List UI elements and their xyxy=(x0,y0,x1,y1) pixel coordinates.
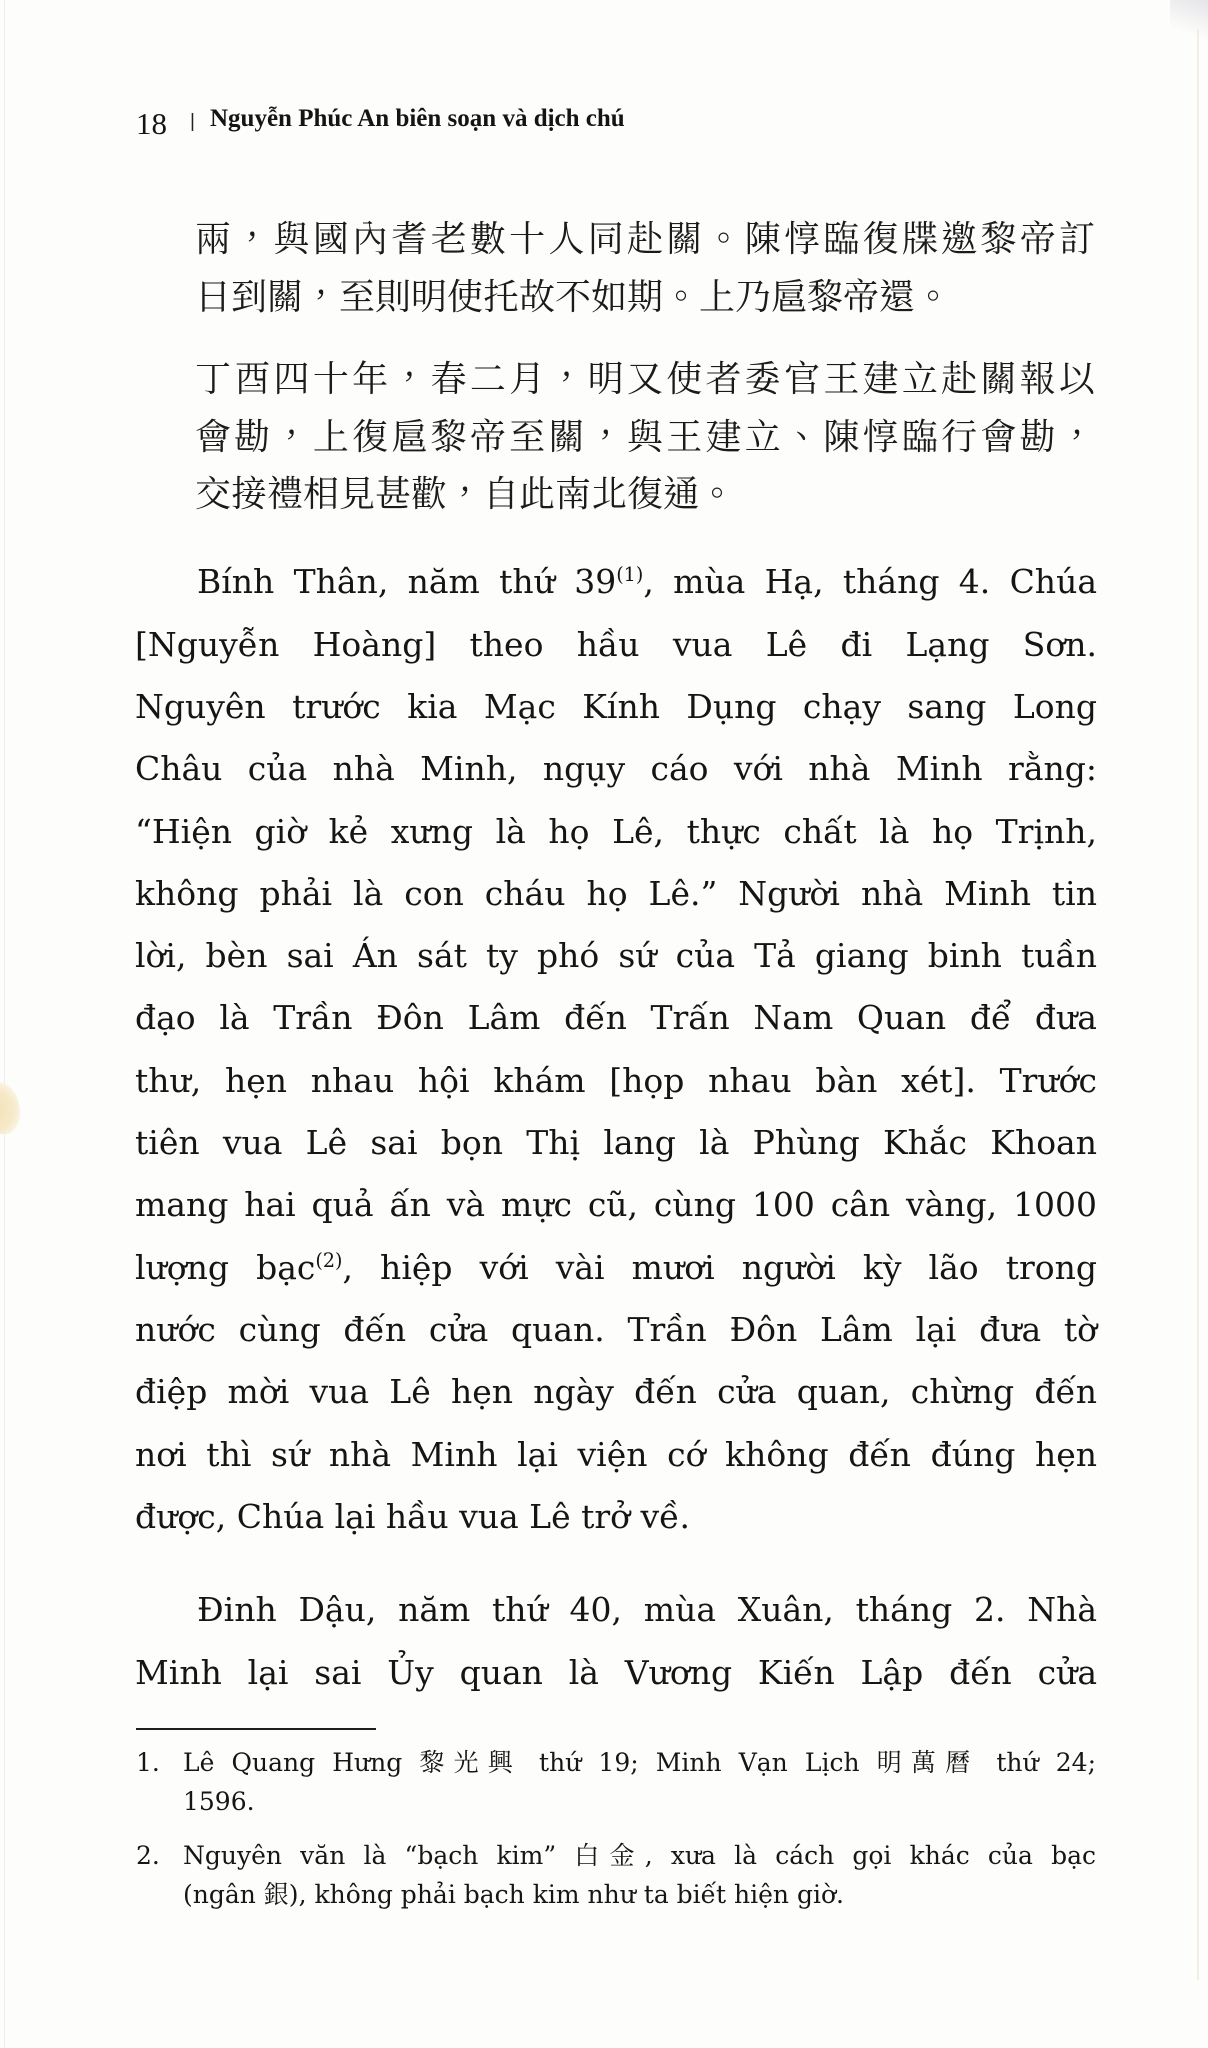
header-separator: | xyxy=(190,111,195,132)
chinese-line: 日到關，至則明使托故不如期。上乃扈黎帝還。 xyxy=(195,276,952,318)
page-number: 18 xyxy=(136,106,167,141)
footnote-text xyxy=(183,1836,1096,1914)
footnote-line: 1596. xyxy=(183,1786,255,1816)
page-stain xyxy=(0,1082,20,1134)
text-line: tiên vua Lê sai bọn Thị lang là Phùng Khắc Khoan xyxy=(135,1123,1097,1163)
footnote xyxy=(136,1743,1096,1821)
text-line xyxy=(135,551,1097,613)
chinese-line: 兩，與國內耆老數十人同赴關。陳惇臨復牒邀黎帝訂 xyxy=(195,219,1095,260)
page-edge-left xyxy=(4,0,5,2048)
chinese-line: 丁酉四十年，春二月，明又使者委官王建立赴關報以 xyxy=(195,359,1095,400)
footnote-line: Lê Quang Hưng 黎光興 thứ 19; Minh Vạn Lịch 明萬曆 thứ 24; xyxy=(183,1747,1096,1777)
footnote-line: (ngân 銀), không phải bạch kim như ta biết hiện giờ. xyxy=(183,1879,844,1909)
chinese-paragraph xyxy=(195,211,1095,326)
chinese-line: 會勘，上復扈黎帝至關，與王建立、陳惇臨行會勘， xyxy=(195,416,1095,458)
chinese-line: 交接禮相見甚歡，自此南北復通。 xyxy=(195,474,736,515)
running-head: Nguyễn Phúc An biên soạn và dịch chú xyxy=(210,105,625,132)
footnote-ref: (2) xyxy=(315,1248,343,1272)
text-segment: , mùa Hạ, tháng 4. Chúa xyxy=(643,562,1097,602)
text-line: [Nguyễn Hoàng] theo hầu vua Lê đi Lạng Sơn. xyxy=(135,624,1097,664)
footnote xyxy=(136,1836,1096,1914)
text-line: lời, bèn sai Án sát ty phó sứ của Tả giang binh tuần xyxy=(135,936,1097,976)
page-corner-shade xyxy=(1170,0,1208,45)
text-line: đạo là Trần Đôn Lâm đến Trấn Nam Quan để đưa xyxy=(135,998,1097,1038)
footnote-number: 1. xyxy=(136,1747,160,1777)
footnote-divider xyxy=(136,1728,376,1730)
text-segment: lượng bạc xyxy=(135,1247,316,1287)
text-line: không phải là con cháu họ Lê.” Người nhà Minh tin xyxy=(135,873,1097,913)
text-line: điệp mời vua Lê hẹn ngày đến cửa quan, chừng đến xyxy=(135,1372,1097,1412)
text-line: thư, hẹn nhau hội khám [họp nhau bàn xét]. Trước xyxy=(135,1060,1097,1100)
text-line: được, Chúa lại hầu vua Lê trở về. xyxy=(135,1496,690,1536)
footnote-number: 2. xyxy=(136,1840,160,1870)
footnote-text xyxy=(183,1743,1096,1821)
footnote-line: Nguyên văn là “bạch kim” 白金, xưa là cách gọi khác của bạc xyxy=(183,1840,1096,1870)
translation-paragraph xyxy=(135,551,1097,1548)
page-edge-right xyxy=(1197,30,1199,1980)
chinese-paragraph xyxy=(195,351,1095,524)
text-line xyxy=(135,1237,1097,1299)
text-line: Châu của nhà Minh, ngụy cáo với nhà Minh rằng: xyxy=(135,749,1097,789)
translation-paragraph xyxy=(135,1579,1097,1704)
text-line: nơi thì sứ nhà Minh lại viện cớ không đến đúng hẹn xyxy=(135,1434,1097,1474)
text-line: Minh lại sai Ủy quan là Vương Kiến Lập đến cửa xyxy=(135,1652,1097,1692)
footnote-ref: (1) xyxy=(616,563,644,587)
text-segment: Bính Thân, năm thứ 39 xyxy=(197,562,617,602)
text-line: mang hai quả ấn và mực cũ, cùng 100 cân vàng, 1000 xyxy=(135,1185,1097,1225)
text-line: nước cùng đến cửa quan. Trần Đôn Lâm lại đưa tờ xyxy=(135,1309,1097,1349)
text-line: Nguyên trước kia Mạc Kính Dụng chạy sang Long xyxy=(135,686,1097,726)
text-segment: , hiệp với vài mươi người kỳ lão trong xyxy=(342,1247,1097,1287)
text-line: Đinh Dậu, năm thứ 40, mùa Xuân, tháng 2. Nhà xyxy=(197,1590,1097,1630)
text-line: “Hiện giờ kẻ xưng là họ Lê, thực chất là họ Trịnh, xyxy=(135,811,1097,851)
